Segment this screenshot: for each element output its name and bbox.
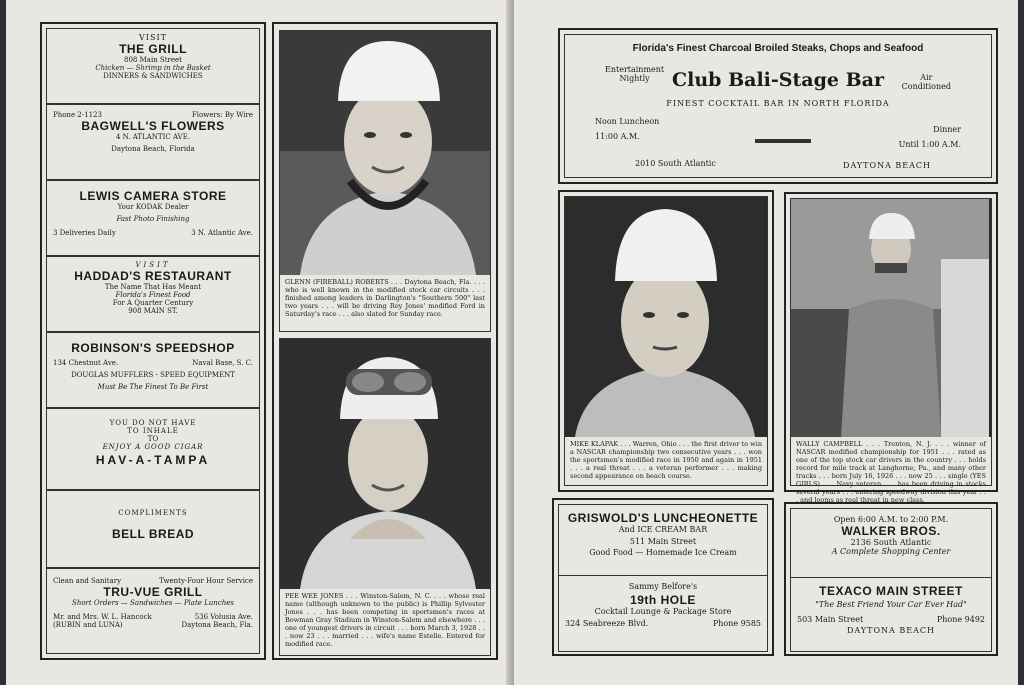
ad-city: DAYTONA BEACH bbox=[847, 626, 935, 635]
ad-clean: Clean and Sanitary bbox=[53, 577, 122, 585]
ad-slogan: Must Be The Finest To Be First bbox=[97, 383, 209, 391]
ad-name: HADDAD'S RESTAURANT bbox=[74, 269, 232, 283]
ad-line: Cocktail Lounge & Package Store bbox=[594, 607, 732, 616]
left-page bbox=[6, 0, 512, 685]
ad-name: Club Bali-Stage Bar bbox=[672, 69, 884, 91]
ad-line: TO INHALE bbox=[127, 427, 179, 435]
ad-name: TRU-VUE GRILL bbox=[103, 585, 203, 599]
ad-bell-bread bbox=[46, 490, 260, 568]
ad-dinner: Dinner bbox=[933, 125, 961, 134]
ad-noon: Noon Luncheon bbox=[595, 117, 660, 126]
ad-line: The Name That Has Meant bbox=[104, 283, 202, 291]
ad-address: 808 Main Street bbox=[124, 56, 182, 64]
ad-name: GRISWOLD'S LUNCHEONETTE bbox=[567, 511, 759, 525]
ad-address: 3 N. Atlantic Ave. bbox=[191, 229, 253, 237]
ad-texaco bbox=[790, 578, 992, 652]
ad-menu: Short Orders — Sandwiches — Plate Lunches bbox=[72, 599, 234, 607]
ad-noon-time: 11:00 A.M. bbox=[595, 132, 640, 141]
photo-caption: GLENN (FIREBALL) ROBERTS . . . Daytona Beach, Fla. . . . who is well known in the modified stock car circuits . . . finished among leaders in Darlington's "Southern 500" last two years . . . will be driving Roy Jones' modified Ford in Saturday's race . . . also slated for Sunday race. bbox=[285, 278, 485, 318]
ad-nightly: Nightly bbox=[619, 74, 650, 83]
ad-address: 4 N. ATLANTIC AVE. bbox=[115, 133, 191, 141]
ad-menu: DINNERS & SANDWICHES bbox=[103, 72, 203, 80]
photo-card-klapak bbox=[558, 190, 774, 492]
driver-portrait-image bbox=[280, 31, 490, 275]
driver-portrait-image bbox=[565, 197, 765, 437]
ad-line: ENJOY A GOOD CIGAR bbox=[102, 443, 204, 451]
ad-hours: Open 6:00 A.M. to 2:00 P.M. bbox=[833, 515, 949, 524]
ad-lewis-camera bbox=[46, 180, 260, 256]
ad-name: BAGWELL'S FLOWERS bbox=[81, 119, 225, 133]
ad-name: LEWIS CAMERA STORE bbox=[79, 189, 227, 203]
ads-bottom-right bbox=[784, 502, 998, 656]
ad-visit-label: VISIT bbox=[135, 261, 171, 269]
ad-city: DAYTONA BEACH bbox=[843, 161, 931, 170]
photo-caption: MIKE KLAPAK . . . Warren, Ohio . . . the first driver to win a NASCAR championship two consecutive years . . . won the sportsmen's modified race in 1950 and again in 1951 . . . a real threat . . . a veteran performer . . . making second appearance on beach course. bbox=[570, 440, 762, 480]
ad-name: WALKER BROS. bbox=[841, 524, 941, 538]
photo-card-jones bbox=[279, 338, 491, 656]
ad-header: Florida's Finest Charcoal Broiled Steaks, Chops and Seafood bbox=[632, 43, 924, 54]
ad-air: Air bbox=[920, 73, 933, 82]
ad-robinsons-speedshop bbox=[46, 332, 260, 408]
ad-divider-bar bbox=[755, 139, 811, 143]
driver-portrait-image bbox=[280, 339, 490, 589]
ad-haddads-restaurant bbox=[46, 256, 260, 332]
photo-card-campbell bbox=[784, 192, 998, 504]
ad-food: Good Food — Homemade Ice Cream bbox=[589, 548, 737, 557]
ad-hav-a-tampa bbox=[46, 408, 260, 490]
ad-phone: Phone 2-1123 bbox=[53, 111, 102, 119]
ad-finishing: Fast Photo Finishing bbox=[116, 215, 190, 223]
ad-line: TO bbox=[147, 435, 159, 443]
ad-tagline: Chicken — Shrimp in the Basket bbox=[95, 64, 211, 72]
ads-bottom-left bbox=[552, 498, 774, 656]
ad-owners: Mr. and Mrs. W. L. Hancock bbox=[53, 613, 152, 621]
ad-address: 503 Main Street bbox=[797, 615, 864, 624]
ad-club-bali bbox=[558, 28, 998, 184]
ad-owner: Sammy Belfore's bbox=[628, 582, 698, 591]
photo-mike-klapak bbox=[565, 197, 767, 437]
driver-portrait-image bbox=[791, 199, 989, 437]
ad-address: 2136 South Atlantic bbox=[850, 538, 932, 547]
photo-caption: WALLY CAMPBELL . . . Trenton, N. J. . . . winner of NASCAR modified championship for 1951 . . . rated as one of the top stock car drivers in the country . . . holds record for mile track at Langhorne, Pa., and many other tracks . . . born July 16, 1926 . . . now 25 . . . single (YES GIRLS) . . . Navy veteran . . . has been driving in stocks several years . . . entering speedway division this year . . . and looms as real threat in new class. bbox=[796, 440, 986, 504]
ad-deliveries: 3 Deliveries Daily bbox=[53, 229, 116, 237]
ad-address: 134 Chestnut Ave. bbox=[53, 359, 119, 367]
photo-pee-wee-jones bbox=[280, 339, 490, 589]
ad-phone: Phone 9492 bbox=[936, 615, 985, 624]
ad-wire: Flowers: By Wire bbox=[191, 111, 253, 119]
ad-line: DOUGLAS MUFFLERS - SPEED EQUIPMENT bbox=[71, 371, 235, 379]
ad-compliments: COMPLIMENTS bbox=[118, 509, 188, 517]
ad-tru-vue-grill bbox=[46, 568, 260, 654]
ad-slogan: "The Best Friend Your Car Ever Had" bbox=[815, 600, 967, 609]
photo-caption: PEE WEE JONES . . . Winston-Salem, N. C. . . . whose real name (although unknown to the public) is Phillip Sylvester Jones . . . has been competing in sportsmen's races at Bowman Gray Stadium in Winston-Salem and elsewhere . . . one of youngest drivers in circuit . . . born March 3, 1928 . . . now 23 . . . married . . . wife's name Estelle. Entered for modified race. bbox=[285, 592, 485, 648]
ad-conditioned: Conditioned bbox=[901, 82, 951, 91]
ad-line: For A Quarter Century bbox=[112, 299, 194, 307]
ad-name: 19th HOLE bbox=[630, 593, 696, 607]
ad-line: Florida's Finest Food bbox=[115, 291, 191, 299]
ad-until: Until 1:00 A.M. bbox=[898, 140, 961, 149]
ad-the-grill bbox=[46, 28, 260, 104]
ad-dealer: Your KODAK Dealer bbox=[117, 203, 189, 211]
ad-bagwells-flowers bbox=[46, 104, 260, 180]
ad-walker-bros bbox=[790, 508, 992, 578]
ad-base: Naval Base, S. C. bbox=[192, 359, 253, 367]
ad-address: 536 Volusia Ave. bbox=[194, 613, 253, 621]
ad-name: THE GRILL bbox=[119, 42, 187, 56]
left-ads-column bbox=[40, 22, 266, 660]
ad-name: TEXACO MAIN STREET bbox=[819, 584, 963, 598]
ad-city: Daytona Beach, Fla. bbox=[181, 621, 253, 629]
ad-19th-hole bbox=[558, 576, 768, 652]
ad-city: Daytona Beach, Florida bbox=[111, 145, 195, 153]
ad-address: 324 Seabreeze Blvd. bbox=[565, 619, 649, 628]
ad-name: BELL BREAD bbox=[111, 527, 195, 541]
ad-line: YOU DO NOT HAVE bbox=[109, 419, 197, 427]
photo-card-roberts bbox=[279, 30, 491, 332]
ad-tagline: A Complete Shopping Center bbox=[831, 547, 951, 556]
ad-name: ROBINSON'S SPEEDSHOP bbox=[71, 341, 235, 355]
ad-visit-label: VISIT bbox=[139, 33, 167, 42]
ad-entertainment: Entertainment bbox=[605, 65, 665, 74]
ad-phone: Phone 9585 bbox=[712, 619, 761, 628]
ad-name: HAV-A-TAMPA bbox=[95, 453, 211, 467]
ad-sub: And ICE CREAM BAR bbox=[618, 525, 708, 534]
ad-griswolds bbox=[558, 504, 768, 576]
ad-hours: Twenty-Four Hour Service bbox=[159, 577, 253, 585]
ad-finest: FINEST COCKTAIL BAR IN NORTH FLORIDA bbox=[666, 99, 890, 108]
photo-glenn-roberts bbox=[280, 31, 490, 275]
ad-address: 908 MAIN ST. bbox=[128, 307, 178, 315]
left-photos-column bbox=[272, 22, 498, 660]
ad-names: (RUBIN and LUNA) bbox=[53, 621, 123, 629]
right-page bbox=[514, 0, 1018, 685]
ad-address: 511 Main Street bbox=[629, 537, 697, 546]
photo-wally-campbell bbox=[791, 199, 991, 437]
ad-address: 2010 South Atlantic bbox=[635, 159, 716, 168]
